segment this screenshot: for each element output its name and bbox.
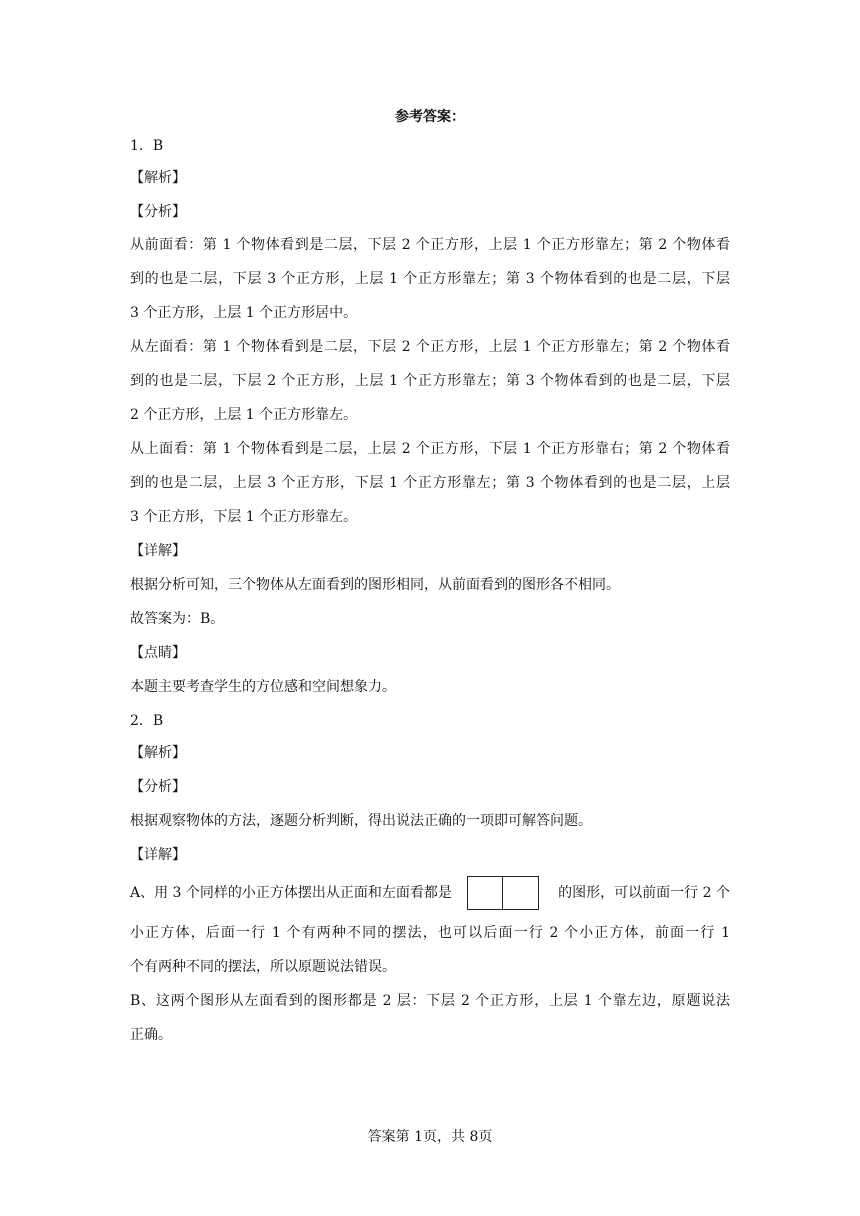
q2-option-b-line: 正确。 <box>130 1027 172 1043</box>
q2-xiangjie-heading: 【详解】 <box>130 847 186 863</box>
q1-fenxi-line: 到的也是二层，下层 3 个正方形，上层 1 个正方形靠左；第 3 个物体看到的也是二层，下层 <box>130 271 730 287</box>
q2-option-a-first-line <box>130 875 730 911</box>
q1-fenxi-line: 到的也是二层，上层 3 个正方形，下层 1 个正方形靠左；第 3 个物体看到的也是二层，上层 <box>130 475 730 491</box>
q1-fenxi-line: 从左面看：第 1 个物体看到是二层，下层 2 个正方形，上层 1 个正方形靠左；第 2 个物体看 <box>130 339 730 355</box>
q2-option-b-line: B、这两个图形从左面看到的图形都是 2 层：下层 2 个正方形，上层 1 个靠左边，原题说法 <box>130 993 730 1009</box>
q2-answer: 2．B <box>130 713 164 729</box>
q1-xiangjie-heading: 【详解】 <box>130 543 186 559</box>
q2-option-a-line: 小正方体，后面一行 1 个有两种不同的摆法，也可以后面一行 2 个小正方体，前面一行 1 <box>130 925 730 941</box>
q1-fenxi-line: 3 个正方形，上层 1 个正方形居中。 <box>130 305 358 321</box>
figure-square <box>468 877 503 909</box>
q1-dianjing-heading: 【点睛】 <box>130 645 186 661</box>
q1-fenxi-line: 从前面看：第 1 个物体看到是二层，下层 2 个正方形，上层 1 个正方形靠左；第 2 个物体看 <box>130 237 730 253</box>
q1-answer: 1．B <box>130 138 164 154</box>
two-squares-figure <box>467 876 539 910</box>
q2-fenxi-line: 根据观察物体的方法，逐题分析判断，得出说法正确的一项即可解答问题。 <box>130 813 592 829</box>
q1-dianjing-line: 本题主要考查学生的方位感和空间想象力。 <box>130 679 396 695</box>
figure-square <box>503 877 538 909</box>
q2-option-a-text-before: A、用 3 个同样的小正方体摆出从正面和左面看都是 <box>130 885 452 901</box>
q2-option-a-line: 个有两种不同的摆法，所以原题说法错误。 <box>130 959 396 975</box>
q1-fenxi-line: 2 个正方形，上层 1 个正方形靠左。 <box>130 407 358 423</box>
q1-fenxi-heading: 【分析】 <box>130 204 186 220</box>
page-title: 参考答案： <box>395 109 465 125</box>
q1-xiangjie-line: 故答案为：B。 <box>130 611 225 627</box>
q1-fenxi-line: 3 个正方形，下层 1 个正方形靠左。 <box>130 509 358 525</box>
q1-jiexi-heading: 【解析】 <box>130 170 186 186</box>
q1-fenxi-line: 到的也是二层，下层 2 个正方形，上层 1 个正方形靠左；第 3 个物体看到的也是二层，下层 <box>130 373 730 389</box>
q2-fenxi-heading: 【分析】 <box>130 779 186 795</box>
q1-fenxi-line: 从上面看：第 1 个物体看到是二层，上层 2 个正方形，下层 1 个正方形靠右；第 2 个物体看 <box>130 441 730 457</box>
q2-option-a-text-after: 的图形，可以前面一行 2 个 <box>558 885 730 901</box>
q1-xiangjie-line: 根据分析可知，三个物体从左面看到的图形相同，从前面看到的图形各不相同。 <box>130 577 620 593</box>
page-footer: 答案第 1页，共 8页 <box>367 1129 493 1145</box>
q2-jiexi-heading: 【解析】 <box>130 745 186 761</box>
